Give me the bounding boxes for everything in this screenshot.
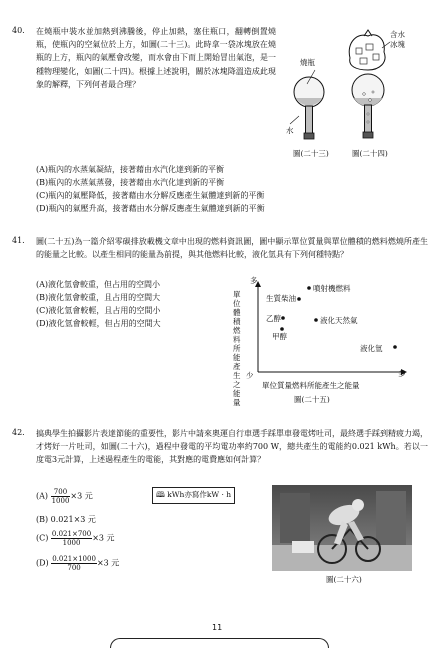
q40-option-b[interactable]: (B)瓶內的水蒸氣蒸發，接著藉由水汽化達到新的平衡 <box>36 178 225 187</box>
q41-number: 41. <box>12 236 25 245</box>
q40-option-c[interactable]: (C)瓶內的氣壓降低，接著藉由水分解反應產生氣體達到新的平衡 <box>36 191 265 200</box>
point-jet-fuel <box>307 286 311 290</box>
q42-d-label: (D) <box>36 558 49 568</box>
page-number: 11 <box>212 623 223 632</box>
q42-option-b[interactable]: (B) 0.021×3 元 <box>36 515 96 524</box>
point-label-ethanol: 乙醇 <box>266 314 281 323</box>
q41-option-b[interactable]: (B)液化氫會較重，且占用的空間大 <box>36 293 161 302</box>
q42-a-denominator: 1000 <box>51 497 70 505</box>
point-label-lng: 液化天然氣 <box>320 316 358 325</box>
q42-a-fraction <box>51 488 71 505</box>
book-icon: 🕮 <box>156 490 165 499</box>
q41-option-c[interactable]: (C)液化氫會較輕，且占用的空間小 <box>36 306 161 315</box>
q42-a-label: (A) <box>36 491 49 501</box>
figure-26-cyclist-photo <box>272 485 412 571</box>
point-label-jet-fuel: 噴射機燃料 <box>313 284 351 293</box>
figure-25-caption: 圖(二十五) <box>294 395 330 404</box>
q40-stem: 在燒瓶中裝水並加熱到沸騰後，停止加熱，塞住瓶口，翻轉倒置燒瓶，使瓶內的空氣位於上方，如圖(二十三)。此時拿一袋冰塊放在燒瓶的上方，瓶內的氣壓會改變，而水會由下而上開始冒出氣泡，是一種物理變化，如圖(二十四)。根據上述說明，關於冰塊降溫造成此現象的解釋，下列何者最合理？ <box>36 27 276 89</box>
q42-stem: 搞典學生拍攝影片表達節能的重要性，影片中請來奧運自行車選手踩單車發電烤吐司，最終選手踩到精疲力竭，才烤好一片吐司，如圖(二十六)，過程中發電的平均電功率約700 W，總共產生的電能約0.021 kWh。若以一度電3元計算，上述過程產生的電能，其對應的電費應如何計算？ <box>36 429 428 465</box>
chart-y-top: 多 <box>250 276 258 285</box>
kwh-note-text: kWh亦寫作kW · h <box>167 490 232 499</box>
point-ethanol <box>281 316 285 320</box>
q42-d-tail: ×3 元 <box>96 558 120 568</box>
q41-option-d[interactable]: (D)液化氫會較輕，但占用的空間大 <box>36 319 161 328</box>
q42-option-d[interactable] <box>36 555 119 572</box>
point-liquid-hydrogen <box>393 345 397 349</box>
chart-x-axis-label: 單位質量燃料所能產生之能量 <box>262 381 360 390</box>
kwh-note <box>152 487 235 504</box>
ice-label: 含水冰塊 <box>390 30 405 49</box>
figure-26-caption: 圖(二十六) <box>326 575 362 584</box>
q42-c-label: (C) <box>36 533 49 543</box>
q42-c-denominator: 1000 <box>62 539 81 547</box>
q41-stem: 圖(二十五)為一篇介紹零碳排放載機文章中出現的燃料資訊圖，圖中顯示單位質量與單位體積的燃料燃燒所產生的能量之比較。以產生相同的能量為前提，與其他燃料比較，液化氫具有下列何種特點？ <box>36 237 428 260</box>
q42-d-denominator: 700 <box>67 564 81 572</box>
point-lng <box>314 318 318 322</box>
figure-23-caption: 圖(二十三) <box>293 149 329 158</box>
q42-c-tail: ×3 元 <box>92 533 115 543</box>
q42-a-tail: ×3 元 <box>70 491 93 501</box>
figure-24-caption: 圖(二十四) <box>352 149 388 158</box>
point-label-methanol: 甲醇 <box>272 332 287 341</box>
q42-number: 42. <box>12 428 25 437</box>
chart-y-axis-label: 單位體積燃料所能產生之能量 <box>233 290 241 407</box>
q42-c-fraction <box>51 530 92 547</box>
q40-option-a[interactable]: (A)瓶內的水蒸氣凝結，接著藉由水汽化達到新的平衡 <box>36 165 225 174</box>
water-label: 水 <box>286 126 294 135</box>
q42-a-numerator: 700 <box>51 488 71 497</box>
q40-number: 40. <box>12 26 25 35</box>
point-biodiesel <box>297 297 301 301</box>
chart-x-right: 多 <box>398 369 406 378</box>
q41-option-a[interactable]: (A)液化氫會較重，但占用的空間小 <box>36 280 161 289</box>
q42-c-numerator: 0.021×700 <box>51 530 92 538</box>
point-label-biodiesel: 生質柴油 <box>266 294 296 303</box>
q42-d-fraction <box>51 555 97 572</box>
flask-label: 燒瓶 <box>300 58 315 67</box>
q42-option-c[interactable] <box>36 530 115 547</box>
q40-option-d[interactable]: (D)瓶內的氣壓升高，接著藉由水分解反應產生氣體達到新的平衡 <box>36 204 265 213</box>
chart-origin-label: 少 <box>246 371 254 380</box>
point-label-liquid-hydrogen: 液化氫 <box>360 344 383 353</box>
q42-option-a[interactable] <box>36 488 93 505</box>
q42-d-numerator: 0.021×1000 <box>52 555 96 563</box>
